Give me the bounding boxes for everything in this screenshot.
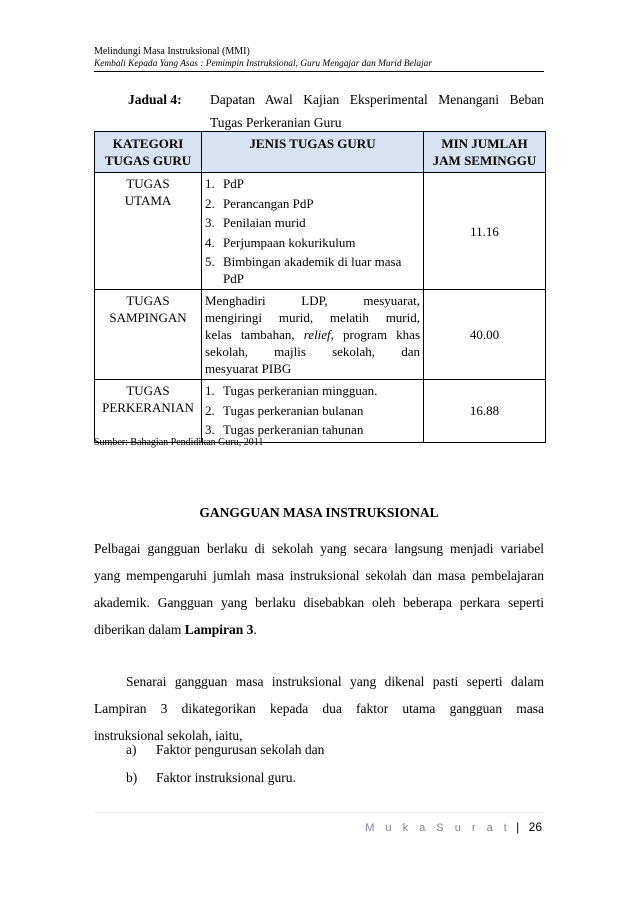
task-text-line: sekolah, majlis sekolah, dan bbox=[205, 344, 420, 359]
list-item: 2. Tugas perkeranian bulanan bbox=[205, 402, 364, 418]
header-subtitle: Kembali Kepada Yang Asas : Pemimpin Instruksional, Guru Mengajar dan Murid Belajar bbox=[94, 59, 433, 69]
appendix-reference: Lampiran 3 bbox=[184, 622, 254, 637]
task-list bbox=[205, 381, 420, 440]
list-marker: b) bbox=[126, 770, 138, 785]
paragraph-line: akademik. Gangguan yang berlaku disebabkan oleh beberapa perkara seperti bbox=[94, 595, 544, 610]
paragraph bbox=[94, 668, 544, 749]
paragraph-line: diberikan dalam Lampiran 3. bbox=[94, 622, 257, 637]
row-tasks bbox=[202, 290, 424, 380]
paragraph-line: yang mempengaruhi jumlah masa instruksional sekolah dan masa pembelajaran bbox=[94, 568, 544, 583]
row-tasks bbox=[202, 380, 424, 443]
list-text: Faktor instruksional guru. bbox=[156, 770, 296, 785]
row-category: TUGAS PERKERANIAN bbox=[95, 380, 202, 443]
table-header-row bbox=[95, 132, 546, 173]
caption-title-line1: Dapatan Awal Kajian Eksperimental Menangani Beban bbox=[210, 92, 544, 107]
page-number: 26 bbox=[528, 820, 542, 834]
footer-separator: | bbox=[516, 820, 520, 834]
table-row bbox=[95, 173, 546, 290]
header-rule bbox=[94, 71, 544, 72]
list-text: Faktor pengurusan sekolah dan bbox=[156, 742, 325, 757]
footer-rule bbox=[94, 812, 544, 813]
table-source: Sumber: Bahagian Pendidikan Guru, 2011 bbox=[94, 437, 264, 448]
row-value: 16.88 bbox=[424, 380, 546, 443]
paragraph-line: Lampiran 3 dikategorikan kepada dua faktor utama gangguan masa bbox=[94, 701, 544, 716]
paragraph-line: Senarai gangguan masa instruksional yang dikenal pasti seperti dalam bbox=[126, 674, 544, 689]
header-task-type: JENIS TUGAS GURU bbox=[202, 132, 424, 173]
header-min-hours: MIN JUMLAH JAM SEMINGGU bbox=[424, 132, 546, 173]
running-header bbox=[94, 45, 544, 71]
list-item: 2. Perancangan PdP bbox=[205, 195, 314, 211]
task-text-line: mesyuarat PIBG bbox=[205, 361, 292, 376]
list-item: 1. Tugas perkeranian mingguan. bbox=[205, 383, 378, 398]
task-text-line: mengiringi murid, melatih murid, bbox=[205, 310, 420, 325]
list-item: 4. Perjumpaan kokurikulum bbox=[205, 234, 356, 250]
header-title: Melindungi Masa Instruksional (MMI) bbox=[94, 46, 250, 57]
table-row bbox=[95, 380, 546, 443]
paragraph-line: instruksional sekolah, iaitu, bbox=[94, 728, 243, 743]
task-text-line: kelas tambahan, relief, program khas bbox=[205, 327, 421, 342]
list-item: 5. Bimbingan akademik di luar masa PdP bbox=[205, 254, 402, 286]
section-title: GANGGUAN MASA INSTRUKSIONAL bbox=[199, 505, 439, 520]
task-list bbox=[205, 174, 420, 287]
header-category: KATEGORI TUGAS GURU bbox=[95, 132, 202, 173]
page-footer bbox=[365, 820, 542, 834]
list-item: 3. Tugas perkeranian tahunan bbox=[205, 422, 364, 437]
list-item: 3. Penilaian murid bbox=[205, 215, 306, 230]
task-text-line: Menghadiri LDP, mesyuarat, bbox=[205, 293, 420, 308]
row-category: TUGAS UTAMA bbox=[95, 173, 202, 290]
table-row bbox=[95, 290, 546, 380]
caption-label: Jadual 4: bbox=[128, 92, 182, 107]
caption-title-line2: Tugas Perkeranian Guru bbox=[210, 115, 342, 130]
row-value: 40.00 bbox=[424, 290, 546, 380]
row-category: TUGAS SAMPINGAN bbox=[95, 290, 202, 380]
tasks-table bbox=[94, 131, 546, 443]
paragraph-line: Pelbagai gangguan berlaku di sekolah yang secara langsung menjadi variabel bbox=[94, 541, 544, 556]
list-item: 1. PdP bbox=[205, 176, 244, 191]
row-value: 11.16 bbox=[424, 173, 546, 290]
paragraph bbox=[94, 535, 544, 643]
page-label: M u k a S u r a t bbox=[365, 822, 511, 834]
row-tasks bbox=[202, 173, 424, 290]
list-marker: a) bbox=[126, 742, 137, 757]
